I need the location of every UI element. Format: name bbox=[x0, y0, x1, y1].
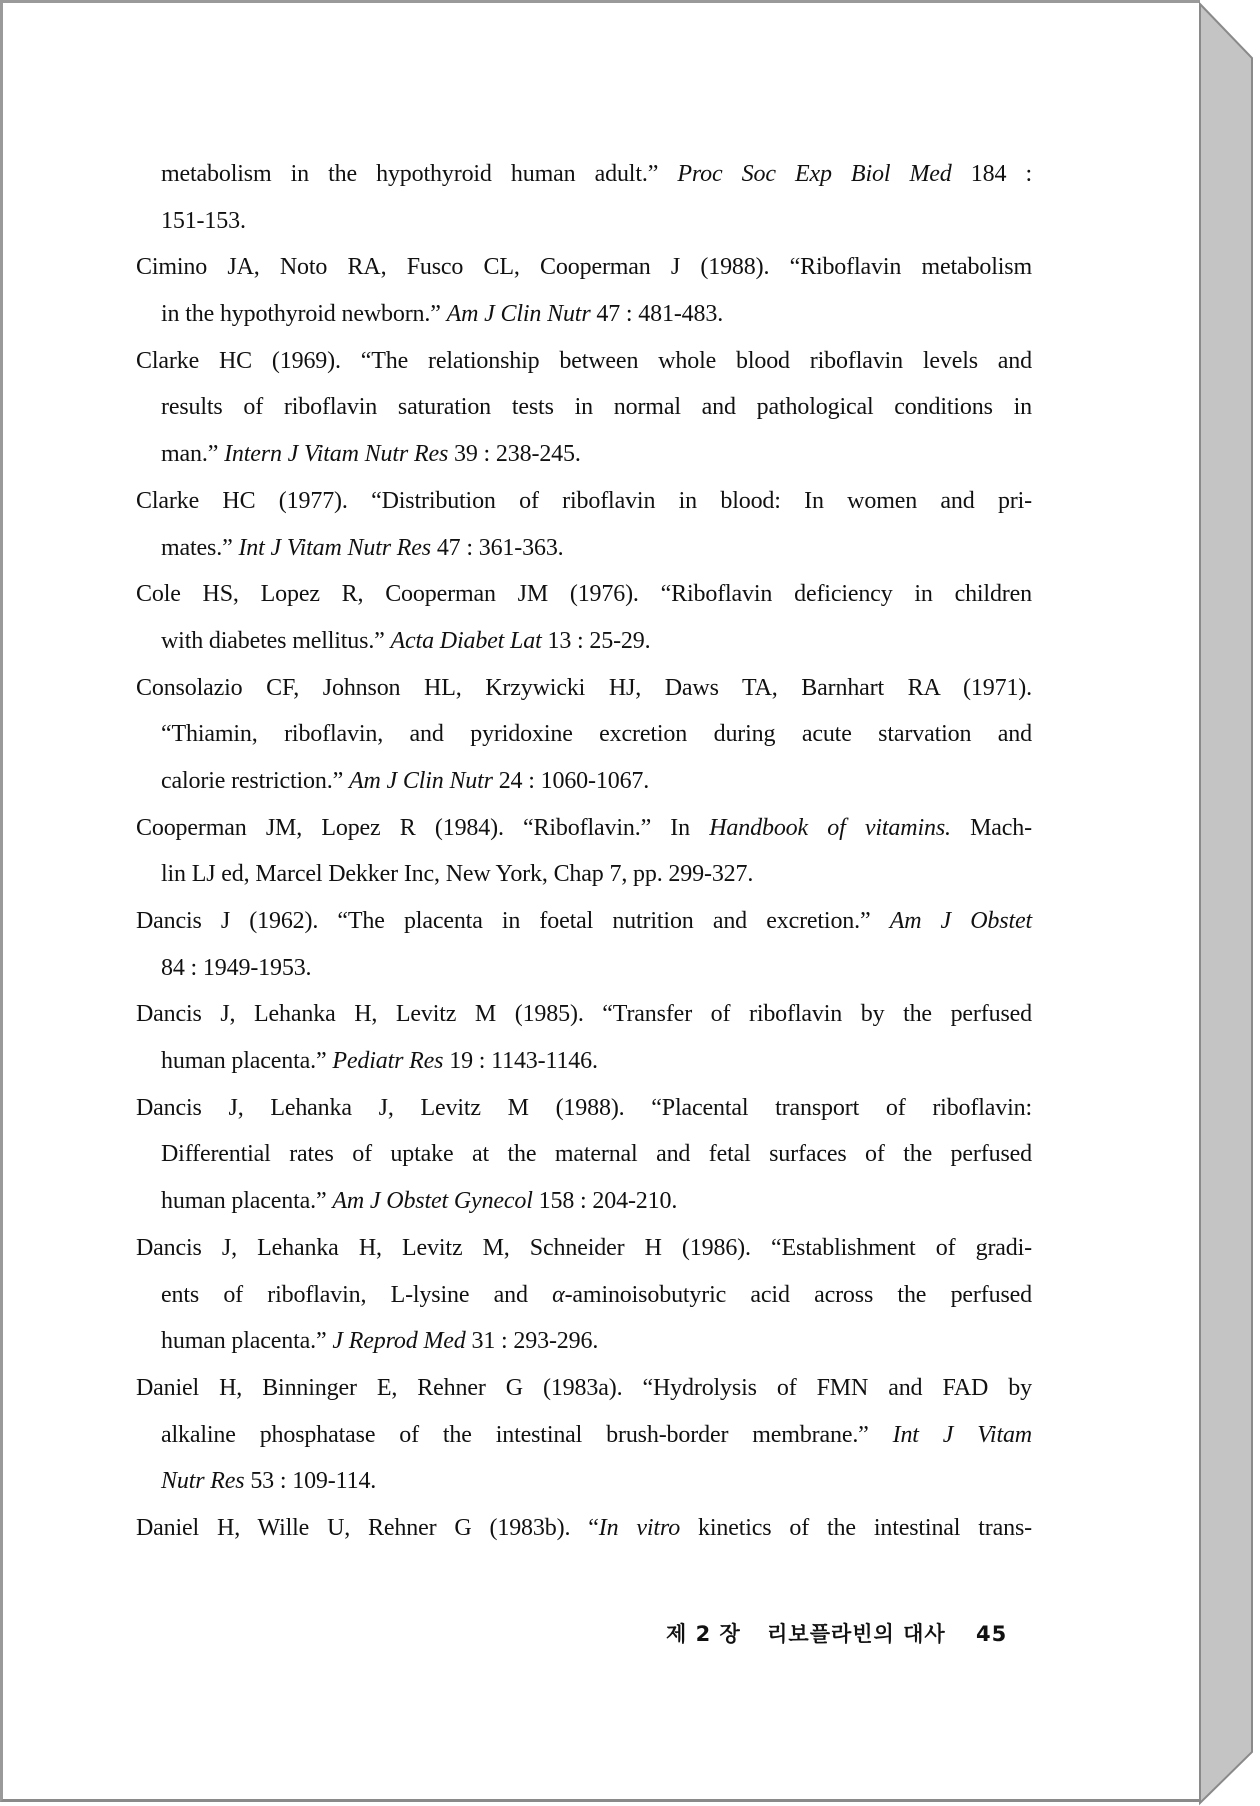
reference-line bbox=[161, 1458, 1032, 1505]
reference-text: 13 : 25-29. bbox=[541, 627, 651, 654]
reference-text: mates.” bbox=[161, 534, 239, 561]
reference-entry bbox=[136, 805, 1032, 898]
reference-text: man.” bbox=[161, 441, 225, 468]
reference-entry bbox=[136, 1225, 1032, 1365]
reference-text: Daniel H, Binninger E, Rehner G (1983a). “Hydrolysis of FMN and FAD by bbox=[136, 1374, 1032, 1401]
reference-line bbox=[161, 851, 1032, 898]
journal-title: Am J Clin Nutr bbox=[446, 301, 591, 328]
reference-text: 158 : 204-210. bbox=[532, 1188, 678, 1215]
reference-text: Cooperman JM, Lopez R (1984). “Riboflavin.” In bbox=[136, 814, 710, 841]
reference-text: 31 : 293-296. bbox=[465, 1328, 599, 1355]
journal-title: Int J Vitam bbox=[892, 1421, 1032, 1448]
reference-line bbox=[161, 1038, 1032, 1085]
journal-title: Handbook of vitamins. bbox=[709, 814, 951, 841]
reference-text: 19 : 1143-1146. bbox=[443, 1048, 598, 1075]
journal-title: Am J Obstet Gynecol bbox=[332, 1188, 533, 1215]
reference-text: Daniel H, Wille U, Rehner G (1983b). “ bbox=[136, 1514, 599, 1541]
reference-text: calorie restriction.” bbox=[161, 767, 349, 794]
chapter-title: 리보플라빈의 대사 bbox=[767, 1622, 946, 1646]
reference-text: human placenta.” bbox=[161, 1188, 333, 1215]
reference-text: 47 : 361-363. bbox=[430, 534, 564, 561]
reference-line bbox=[161, 758, 1032, 805]
reference-entry bbox=[136, 338, 1032, 478]
reference-entry bbox=[136, 151, 1032, 244]
reference-entry bbox=[136, 244, 1032, 337]
reference-text: in the hypothyroid newborn.” bbox=[161, 301, 447, 328]
reference-text: ents of riboflavin, L-lysine and bbox=[161, 1281, 553, 1308]
journal-title: Pediatr Res bbox=[332, 1048, 444, 1075]
reference-line bbox=[136, 1225, 1032, 1272]
journal-title: Am J Obstet bbox=[889, 908, 1033, 934]
reference-text: Differential rates of uptake at the maternal and fetal surfaces of the perfused bbox=[161, 1141, 1032, 1168]
reference-text: 39 : 238-245. bbox=[448, 441, 581, 468]
reference-line bbox=[161, 1412, 1032, 1459]
reference-line bbox=[136, 1505, 1032, 1552]
journal-title: Intern J Vitam Nutr Res bbox=[224, 441, 449, 468]
reference-text: 184 : bbox=[951, 161, 1032, 187]
reference-line bbox=[136, 991, 1032, 1038]
reference-text: Dancis J, Lehanka H, Levitz M, Schneider H (1986). “Establishment of gradi- bbox=[136, 1234, 1032, 1261]
reference-line bbox=[136, 805, 1032, 852]
reference-entry bbox=[136, 1085, 1032, 1225]
reference-text: 47 : 481-483. bbox=[590, 301, 724, 328]
reference-text: Dancis J, Lehanka H, Levitz M (1985). “Transfer of riboflavin by the perfused bbox=[136, 1001, 1032, 1028]
reference-text: Dancis J, Lehanka J, Levitz M (1988). “Placental transport of riboflavin: bbox=[136, 1094, 1032, 1121]
journal-title: Acta Diabet Lat bbox=[390, 627, 542, 654]
reference-line bbox=[161, 618, 1032, 665]
reference-line bbox=[161, 711, 1032, 758]
reference-line bbox=[161, 151, 1032, 198]
reference-text: with diabetes mellitus.” bbox=[161, 627, 391, 654]
journal-title: Int J Vitam Nutr Res bbox=[238, 534, 431, 561]
reference-entry bbox=[136, 898, 1032, 991]
reference-line bbox=[161, 431, 1032, 478]
reference-line bbox=[161, 1178, 1032, 1225]
reference-entry bbox=[136, 571, 1032, 664]
journal-title: In vitro bbox=[598, 1514, 681, 1541]
reference-line bbox=[136, 338, 1032, 385]
reference-text: Mach- bbox=[950, 814, 1032, 841]
journal-title: α bbox=[552, 1281, 565, 1308]
reference-line bbox=[161, 198, 1032, 245]
reference-line bbox=[136, 571, 1032, 618]
reference-line bbox=[136, 1085, 1032, 1132]
reference-text: -aminoisobutyric acid across the perfused bbox=[564, 1281, 1033, 1308]
reference-text: “Thiamin, riboflavin, and pyridoxine excretion during acute starvation and bbox=[161, 721, 1032, 748]
reference-text: alkaline phosphatase of the intestinal brush-border membrane.” bbox=[161, 1421, 893, 1448]
reference-text: Dancis J (1962). “The placenta in foetal nutrition and excretion.” bbox=[136, 908, 890, 934]
reference-line bbox=[136, 1365, 1032, 1412]
journal-title: Nutr Res bbox=[161, 1468, 245, 1495]
reference-line bbox=[136, 478, 1032, 525]
reference-text: Cimino JA, Noto RA, Fusco CL, Cooperman J (1988). “Riboflavin metabolism bbox=[136, 254, 1032, 281]
reference-entry bbox=[136, 478, 1032, 571]
reference-text: 24 : 1060-1067. bbox=[492, 767, 650, 794]
reference-line bbox=[136, 665, 1032, 712]
reference-text: Cole HS, Lopez R, Cooperman JM (1976). “Riboflavin deficiency in children bbox=[136, 581, 1032, 608]
reference-text: metabolism in the hypothyroid human adult.” bbox=[161, 161, 678, 187]
journal-title: J Reprod Med bbox=[332, 1328, 466, 1355]
reference-line bbox=[161, 1272, 1032, 1319]
reference-text: lin LJ ed, Marcel Dekker Inc, New York, Chap 7, pp. 299-327. bbox=[161, 861, 754, 888]
reference-text: 84 : 1949-1953. bbox=[161, 954, 312, 981]
reference-line bbox=[161, 291, 1032, 338]
reference-line bbox=[161, 525, 1032, 572]
reference-line bbox=[161, 1131, 1032, 1178]
reference-entry bbox=[136, 1365, 1032, 1505]
reference-line bbox=[161, 384, 1032, 431]
reference-entry bbox=[136, 991, 1032, 1084]
reference-list bbox=[136, 151, 1032, 1552]
reference-text: kinetics of the intestinal trans- bbox=[680, 1514, 1033, 1541]
reference-text: 53 : 109-114. bbox=[244, 1468, 377, 1495]
reference-line bbox=[136, 244, 1032, 291]
journal-title: Am J Clin Nutr bbox=[348, 767, 493, 794]
reference-entry bbox=[136, 665, 1032, 805]
reference-text: Clarke HC (1969). “The relationship between whole blood riboflavin levels and bbox=[136, 347, 1032, 374]
reference-text: 151-153. bbox=[161, 207, 246, 234]
running-footer bbox=[666, 1618, 1007, 1648]
chapter-label: 제 2 장 bbox=[666, 1622, 741, 1646]
reference-text: results of riboflavin saturation tests in normal and pathological conditions in bbox=[161, 394, 1032, 421]
reference-line bbox=[136, 898, 1032, 945]
reference-text: human placenta.” bbox=[161, 1048, 333, 1075]
reference-line bbox=[161, 1318, 1032, 1365]
journal-title: Proc Soc Exp Biol Med bbox=[677, 161, 952, 187]
page-number: 45 bbox=[976, 1622, 1008, 1646]
reference-text: human placenta.” bbox=[161, 1328, 333, 1355]
reference-text: Clarke HC (1977). “Distribution of riboflavin in blood: In women and pri- bbox=[136, 487, 1032, 514]
reference-entry bbox=[136, 1505, 1032, 1552]
reference-line bbox=[161, 945, 1032, 992]
reference-text: Consolazio CF, Johnson HL, Krzywicki HJ, Daws TA, Barnhart RA (1971). bbox=[136, 674, 1032, 701]
